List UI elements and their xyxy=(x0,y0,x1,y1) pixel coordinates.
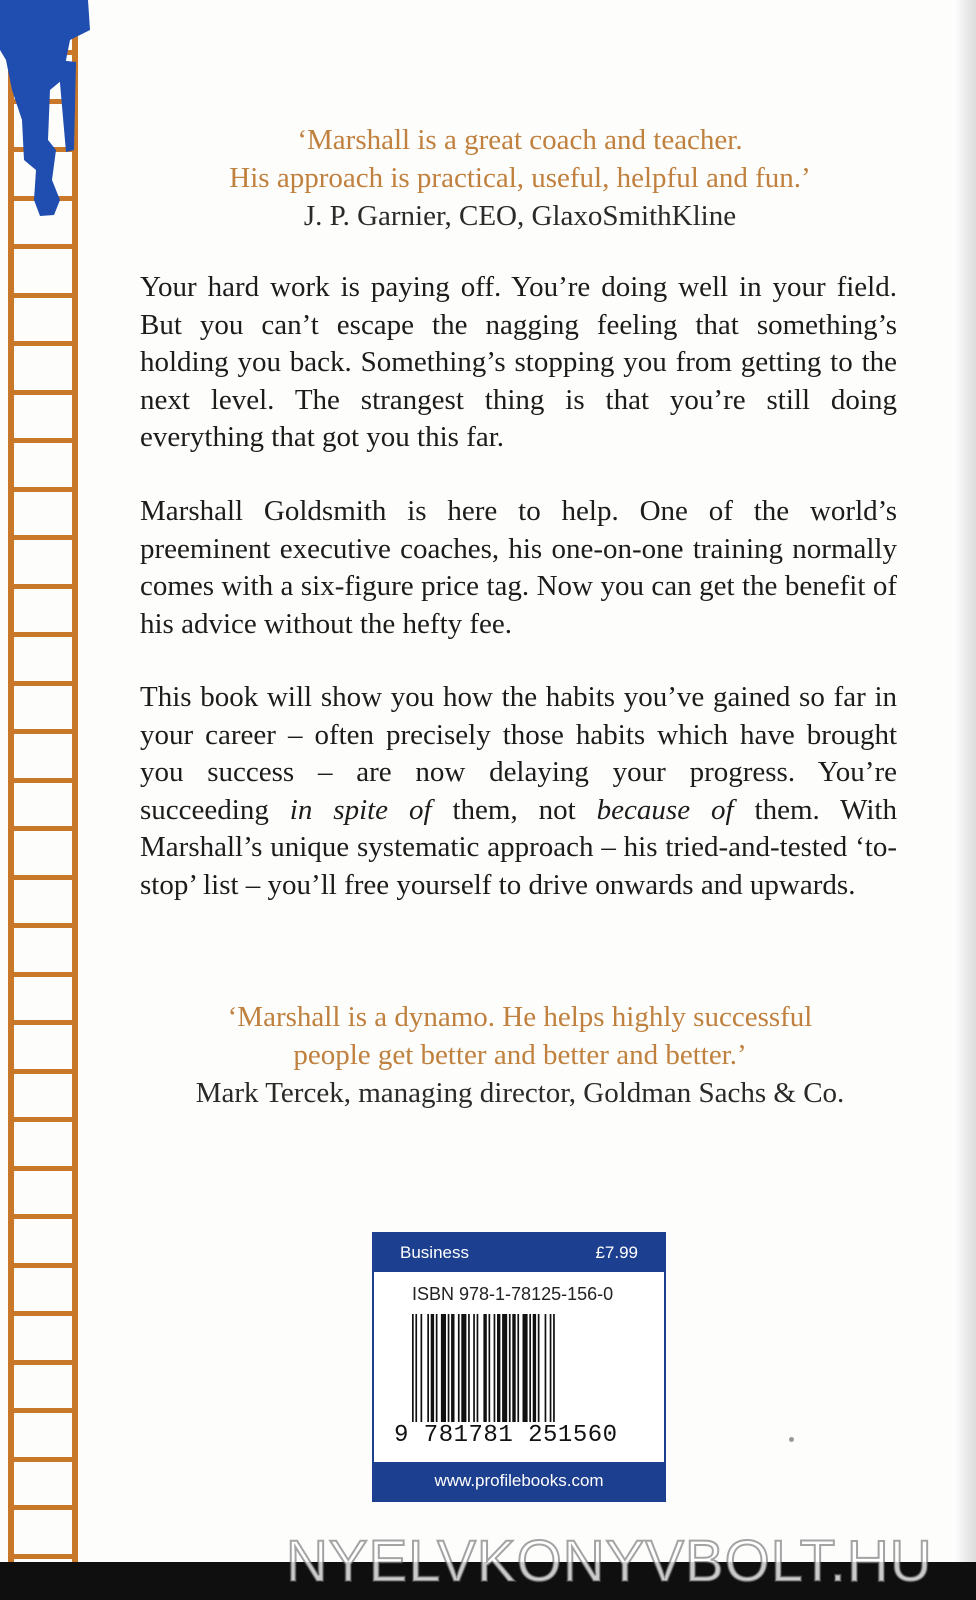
barcode-bar xyxy=(436,1314,438,1422)
barcode-bars xyxy=(412,1314,644,1422)
paragraph-goldsmith: Marshall Goldsmith is here to help. One of the world’s preeminent executive coaches, his one-on-one training normally comes with a six-figure price tag. Now you can get the benefit of his advice without the hefty fee. xyxy=(140,495,897,640)
ladder-rung xyxy=(8,729,78,734)
quote-attribution: Mark Tercek, managing director, Goldman Sachs & Co. xyxy=(195,1077,845,1109)
ladder-rung xyxy=(8,826,78,831)
quote-garnier xyxy=(140,121,900,235)
ladder-rung xyxy=(8,681,78,686)
ladder-rung xyxy=(8,244,78,249)
quote-line: ‘Marshall is a great coach and teacher. xyxy=(297,124,743,156)
ladder-rung xyxy=(8,1020,78,1025)
ladder-rung xyxy=(8,778,78,783)
paragraph-book xyxy=(140,679,897,904)
ladder-rung xyxy=(8,875,78,880)
barcode-bar xyxy=(538,1314,540,1422)
ladder-rung xyxy=(8,293,78,298)
ladder-rung xyxy=(8,584,78,589)
paragraph-text: This book will show you how the habits you’ve gained so far in your career – often precisely those habits which have brought you success – are now delaying your progress. You’re succeeding xyxy=(140,681,897,826)
barcode-bar xyxy=(553,1314,555,1422)
barcode-bar xyxy=(502,1314,507,1422)
barcode-header xyxy=(374,1234,664,1272)
ladder-rung xyxy=(8,390,78,395)
paragraph-text: them. With Marshall’s unique systematic approach – his tried-and-tested ‘to-stop’ list – you’ll free yourself to drive onwards and upwards. xyxy=(140,793,897,901)
barcode-bar xyxy=(461,1314,466,1422)
barcode-bar xyxy=(473,1314,475,1422)
ladder-rung xyxy=(8,632,78,637)
quote-line: His approach is practical, useful, helpful and fun.’ xyxy=(229,162,811,194)
quote-line: people get better and better and better.’ xyxy=(293,1039,747,1071)
barcode-bar xyxy=(427,1314,429,1422)
barcode-bar xyxy=(545,1314,547,1422)
paragraph-italic: because of xyxy=(596,793,734,826)
barcode-bar xyxy=(483,1314,486,1422)
barcode-bar xyxy=(451,1314,454,1422)
ladder-rung xyxy=(8,1408,78,1413)
quote-tercek xyxy=(140,998,900,1112)
barcode-bar xyxy=(533,1314,536,1422)
speck xyxy=(789,1437,794,1442)
price-label: £7.99 xyxy=(595,1243,638,1262)
barcode-bar xyxy=(431,1314,434,1422)
quote-attribution: J. P. Garnier, CEO, GlaxoSmithKline xyxy=(303,200,737,232)
barcode-bar xyxy=(494,1314,496,1422)
barcode-bar xyxy=(512,1314,515,1422)
barcode-bar xyxy=(477,1314,479,1422)
paragraph-text: them, not xyxy=(431,793,597,826)
barcode-bar xyxy=(412,1314,414,1422)
barcode-bar xyxy=(458,1314,460,1422)
ladder-rung xyxy=(8,1263,78,1268)
ladder-rung xyxy=(8,923,78,928)
quote-line: ‘Marshall is a dynamo. He helps highly successful xyxy=(227,1001,813,1033)
watermark-text: NYELVKONYVBOLT.HU xyxy=(286,1529,933,1594)
ladder-rung xyxy=(8,341,78,346)
barcode-bar xyxy=(509,1314,511,1422)
ladder-rung xyxy=(8,1117,78,1122)
ladder-rung xyxy=(8,487,78,492)
barcode-bar xyxy=(448,1314,450,1422)
ladder-rung xyxy=(8,535,78,540)
barcode-bar xyxy=(441,1314,446,1422)
barcode-bar xyxy=(529,1314,531,1422)
ladder-rung xyxy=(8,1166,78,1171)
ladder-rung xyxy=(8,1069,78,1074)
barcode-bar xyxy=(497,1314,500,1422)
ladder-rung xyxy=(8,1457,78,1462)
category-label: Business xyxy=(400,1243,469,1262)
ladder-illustration xyxy=(0,0,90,1570)
barcode-label xyxy=(372,1232,666,1502)
barcode-bar xyxy=(489,1314,491,1422)
barcode-bar xyxy=(468,1314,470,1422)
barcode-bar xyxy=(415,1314,417,1422)
ladder-rung xyxy=(8,972,78,977)
ladder-rung xyxy=(8,1214,78,1219)
paragraph-italic: in spite of xyxy=(289,793,432,826)
ladder-rung xyxy=(8,1360,78,1365)
ladder-rung xyxy=(8,438,78,443)
page-edge xyxy=(954,0,976,1600)
publisher-website: www.profilebooks.com xyxy=(374,1462,664,1500)
barcode-bar xyxy=(550,1314,552,1422)
ladder-rung xyxy=(8,1554,78,1559)
barcode-bar xyxy=(421,1314,423,1422)
barcode-bar xyxy=(517,1314,519,1422)
paragraph-intro: Your hard work is paying off. You’re doing well in your field. But you can’t escape the nagging feeling that something’s holding you back. Something’s stopping you from getting to the next level. The strangest thing is that you’re still doing everything that got you this far. xyxy=(140,271,897,453)
barcode-digits: 9 781781 251560 xyxy=(394,1422,618,1449)
ladder-rung xyxy=(8,1505,78,1510)
ladder-rung xyxy=(8,1311,78,1316)
isbn-text: ISBN 978-1-78125-156-0 xyxy=(412,1284,614,1304)
barcode-bar xyxy=(523,1314,528,1422)
